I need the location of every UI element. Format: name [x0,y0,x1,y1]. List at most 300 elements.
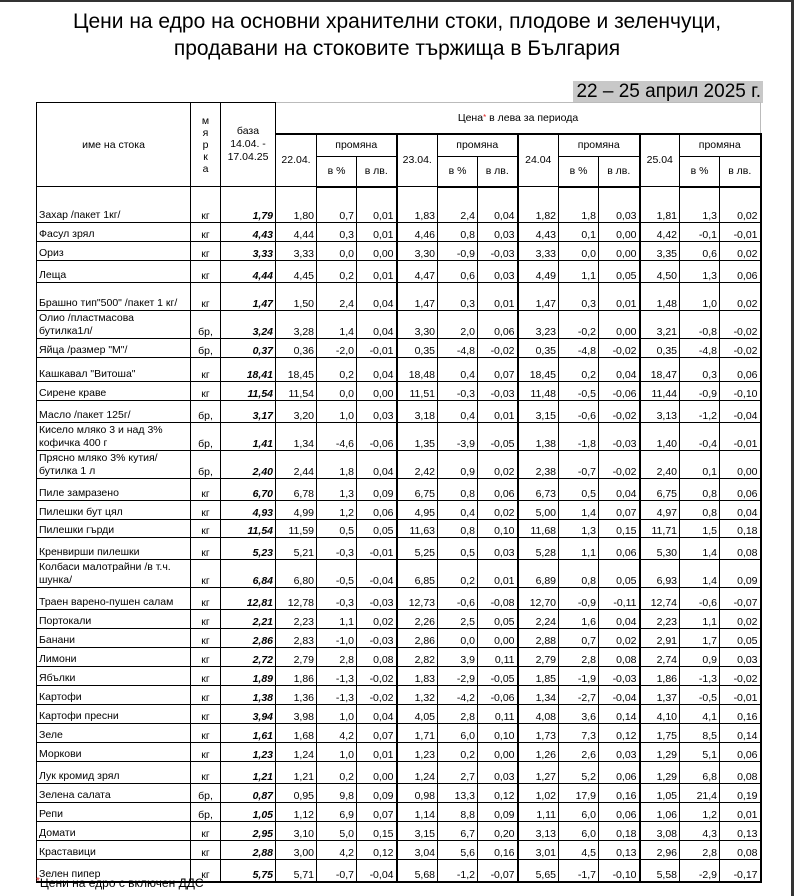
price-cell: 12,74 [640,588,680,610]
change-pct-cell: -2,7 [559,686,599,705]
change-pct-cell: -0,3 [317,588,357,610]
product-name: Лимони [37,648,191,667]
unit-cell: кг [191,501,221,520]
change-pct-cell: 0,0 [317,242,357,261]
change-lv-cell: 0,00 [599,223,640,242]
price-cell: 1,47 [518,283,559,311]
change-pct-cell: 0,1 [559,223,599,242]
change-lv-cell: 0,03 [478,261,518,283]
header-change-1: промяна [317,134,397,157]
price-cell: 1,23 [397,743,438,762]
change-pct-cell: -0,1 [680,223,720,242]
unit-cell: кг [191,724,221,743]
change-lv-cell: 0,04 [478,187,518,223]
change-lv-cell: -0,03 [478,382,518,401]
product-name: Ябълки [37,667,191,686]
change-lv-cell: 0,03 [599,743,640,762]
table-row [37,311,761,339]
footnote-text: Цени на едро с включен ДДС [39,876,204,890]
change-pct-cell: 1,4 [680,538,720,560]
change-pct-cell: -1,3 [317,667,357,686]
change-lv-cell: 0,00 [599,311,640,339]
change-lv-cell: 0,15 [357,822,397,841]
unit-cell: кг [191,382,221,401]
price-cell: 3,28 [276,311,317,339]
change-lv-cell: 0,05 [720,629,761,648]
change-lv-cell: -0,04 [357,860,397,882]
unit-cell: кг [191,841,221,860]
change-lv-cell: 0,06 [478,479,518,501]
change-pct-cell: 0,9 [680,648,720,667]
change-pct-cell: 0,3 [317,223,357,242]
change-lv-cell: 0,00 [357,242,397,261]
price-cell: 18,48 [397,358,438,382]
change-lv-cell: 0,02 [720,242,761,261]
table-row [37,648,761,667]
change-lv-cell: -0,06 [478,686,518,705]
change-lv-cell: 0,10 [478,520,518,538]
price-cell: 3,13 [640,401,680,423]
price-cell: 1,50 [276,283,317,311]
change-lv-cell: 0,08 [720,762,761,784]
price-cell: 0,35 [518,339,559,358]
table-row [37,784,761,803]
change-pct-cell: 6,0 [438,724,478,743]
unit-cell: бр, [191,339,221,358]
price-cell: 1,32 [397,686,438,705]
change-lv-cell: 0,05 [599,560,640,588]
header-base-line: 14.04. - [230,138,266,150]
price-cell: 1,83 [397,667,438,686]
price-cell: 1,47 [397,283,438,311]
price-cell: 2,42 [397,451,438,479]
base-price: 3,94 [221,705,276,724]
table-body [37,187,761,882]
change-lv-cell: -0,05 [478,423,518,451]
header-date-3: 24.04 [518,134,559,187]
price-cell: 4,43 [518,223,559,242]
price-cell: 0,35 [397,339,438,358]
base-price: 2,95 [221,822,276,841]
window-top-border [0,0,794,2]
change-lv-cell: 0,03 [720,648,761,667]
product-name: Захар /пакет 1кг/ [37,187,191,223]
unit-cell: кг [191,187,221,223]
change-lv-cell: 0,02 [599,629,640,648]
product-name: Репи [37,803,191,822]
change-lv-cell: 0,05 [478,610,518,629]
change-pct-cell: 1,5 [680,520,720,538]
table-row [37,187,761,223]
product-name: Прясно мляко 3% кутия/бутилка 1 л [37,451,191,479]
change-lv-cell: -0,05 [478,667,518,686]
price-cell: 11,48 [518,382,559,401]
change-lv-cell: 0,09 [357,479,397,501]
base-price: 6,70 [221,479,276,501]
change-lv-cell: -0,10 [599,860,640,882]
change-pct-cell: 1,6 [559,610,599,629]
change-pct-cell: -0,8 [680,311,720,339]
change-lv-cell: 0,07 [357,724,397,743]
page-title [0,8,794,62]
change-lv-cell: 0,04 [357,451,397,479]
unit-cell: кг [191,560,221,588]
change-lv-cell: 0,04 [599,610,640,629]
change-lv-cell: 0,06 [599,803,640,822]
change-lv-cell: 0,00 [599,242,640,261]
change-lv-cell: -0,11 [599,588,640,610]
change-lv-cell: 0,04 [599,479,640,501]
change-lv-cell: 0,02 [720,187,761,223]
change-pct-cell: 0,3 [559,283,599,311]
change-pct-cell: 0,3 [438,283,478,311]
header-unit-letter: я [202,126,209,139]
change-lv-cell: -0,02 [720,667,761,686]
base-price: 0,87 [221,784,276,803]
price-cell: 11,51 [397,382,438,401]
product-name: Моркови [37,743,191,762]
price-cell: 1,26 [518,743,559,762]
change-lv-cell: -0,01 [720,223,761,242]
price-cell: 3,33 [518,242,559,261]
price-cell: 1,36 [276,686,317,705]
change-pct-cell: -4,8 [438,339,478,358]
price-cell: 2,44 [276,451,317,479]
price-cell: 6,85 [397,560,438,588]
change-pct-cell: 0,4 [438,358,478,382]
change-pct-cell: 2,8 [317,648,357,667]
change-lv-cell: 0,14 [720,724,761,743]
price-cell: 1,38 [518,423,559,451]
change-pct-cell: -4,6 [317,423,357,451]
change-pct-cell: 0,6 [438,261,478,283]
change-lv-cell: -0,03 [599,667,640,686]
price-cell: 2,91 [640,629,680,648]
change-pct-cell: 3,6 [559,705,599,724]
base-price: 1,38 [221,686,276,705]
change-lv-cell: 0,09 [478,803,518,822]
base-price: 4,93 [221,501,276,520]
change-lv-cell: -0,04 [357,560,397,588]
unit-cell: кг [191,479,221,501]
change-pct-cell: -0,6 [680,588,720,610]
price-cell: 1,34 [518,686,559,705]
price-cell: 1,68 [276,724,317,743]
base-price: 5,23 [221,538,276,560]
product-name: Картофи пресни [37,705,191,724]
price-cell: 11,44 [640,382,680,401]
price-cell: 0,35 [640,339,680,358]
price-cell: 11,59 [276,520,317,538]
change-lv-cell: -0,17 [720,860,761,882]
header-change-4: промяна [680,134,761,157]
price-cell: 2,74 [640,648,680,667]
change-pct-cell: 1,1 [559,538,599,560]
change-lv-cell: 0,06 [720,743,761,762]
change-lv-cell: -0,07 [478,860,518,882]
change-pct-cell: -0,6 [438,588,478,610]
price-cell: 18,47 [640,358,680,382]
table-row [37,629,761,648]
change-lv-cell: 0,04 [357,311,397,339]
price-cell: 4,97 [640,501,680,520]
table-row [37,242,761,261]
header-pct: в % [438,157,478,187]
change-pct-cell: 0,2 [438,743,478,762]
change-pct-cell: 17,9 [559,784,599,803]
price-cell: 6,78 [276,479,317,501]
price-cell: 1,02 [518,784,559,803]
change-pct-cell: 0,8 [680,501,720,520]
unit-cell: кг [191,520,221,538]
change-pct-cell: 1,0 [317,743,357,762]
table-row [37,724,761,743]
change-pct-cell: 1,0 [680,283,720,311]
header-lv: в лв. [720,157,761,187]
price-cell: 3,01 [518,841,559,860]
price-cell: 11,71 [640,520,680,538]
change-pct-cell: 0,3 [680,358,720,382]
change-pct-cell: 1,1 [680,610,720,629]
price-cell: 2,88 [518,629,559,648]
unit-cell: кг [191,629,221,648]
change-lv-cell: 0,01 [357,261,397,283]
change-pct-cell: 2,4 [317,283,357,311]
price-cell: 1,86 [276,667,317,686]
change-lv-cell: 0,03 [357,401,397,423]
table-row [37,261,761,283]
change-pct-cell: 8,8 [438,803,478,822]
table-row [37,667,761,686]
change-pct-cell: 6,8 [680,762,720,784]
change-lv-cell: 0,12 [599,724,640,743]
change-pct-cell: -1,7 [559,860,599,882]
price-cell: 3,15 [397,822,438,841]
change-pct-cell: 13,3 [438,784,478,803]
change-lv-cell: 0,06 [357,501,397,520]
change-lv-cell: 0,20 [478,822,518,841]
change-pct-cell: 1,8 [317,451,357,479]
table-row [37,501,761,520]
change-lv-cell: 0,16 [478,841,518,860]
change-lv-cell: 0,07 [357,803,397,822]
change-pct-cell: 5,0 [317,822,357,841]
change-pct-cell: -4,8 [559,339,599,358]
base-price: 4,44 [221,261,276,283]
product-name: Пилешки бут цял [37,501,191,520]
product-name: Брашно тип"500" /пакет 1 кг/ [37,283,191,311]
change-lv-cell: -0,02 [599,401,640,423]
product-name: Кашкавал "Витоша" [37,358,191,382]
header-date-1: 22.04. [276,134,317,187]
change-pct-cell: 2,0 [438,311,478,339]
price-cell: 4,42 [640,223,680,242]
change-pct-cell: 0,6 [680,242,720,261]
change-pct-cell: -0,5 [317,560,357,588]
change-pct-cell: 1,1 [559,261,599,283]
product-name: Масло /пакет 125г/ [37,401,191,423]
table-row [37,283,761,311]
change-lv-cell: 0,08 [720,841,761,860]
change-pct-cell: 6,7 [438,822,478,841]
title-line-2: продавани на стоковите тържища в България [173,37,621,60]
price-cell: 1,82 [518,187,559,223]
change-lv-cell: 0,12 [478,784,518,803]
change-lv-cell: -0,03 [357,588,397,610]
price-cell: 1,35 [397,423,438,451]
change-pct-cell: 5,1 [680,743,720,762]
change-lv-cell: -0,01 [357,538,397,560]
header-lv: в лв. [599,157,640,187]
change-pct-cell: -1,2 [438,860,478,882]
price-cell: 1,06 [640,803,680,822]
product-name: Яйца /размер "М"/ [37,339,191,358]
header-unit [191,103,221,187]
change-pct-cell: 1,2 [317,501,357,520]
price-cell: 3,98 [276,705,317,724]
change-pct-cell: -1,8 [559,423,599,451]
price-cell: 1,40 [640,423,680,451]
change-lv-cell: 0,02 [478,451,518,479]
price-cell: 1,73 [518,724,559,743]
price-cell: 1,71 [397,724,438,743]
change-lv-cell: 0,00 [478,629,518,648]
change-lv-cell: 0,16 [599,784,640,803]
change-lv-cell: 0,02 [357,610,397,629]
table-row [37,822,761,841]
change-pct-cell: -0,9 [680,382,720,401]
change-lv-cell: 0,11 [478,705,518,724]
product-name: Кисело мляко 3 и над 3% кофичка 400 г [37,423,191,451]
table-row [37,803,761,822]
product-name: Кренвирши пилешки [37,538,191,560]
change-pct-cell: 0,5 [317,520,357,538]
price-cell: 4,45 [276,261,317,283]
price-cell: 4,05 [397,705,438,724]
product-name: Ориз [37,242,191,261]
product-name: Картофи [37,686,191,705]
change-lv-cell: 0,06 [720,261,761,283]
change-lv-cell: 0,10 [478,724,518,743]
change-lv-cell: -0,02 [720,311,761,339]
base-price: 2,88 [221,841,276,860]
header-base [221,103,276,187]
change-lv-cell: 0,01 [478,560,518,588]
change-lv-cell: -0,03 [357,629,397,648]
change-pct-cell: 4,3 [680,822,720,841]
base-price: 11,54 [221,520,276,538]
change-lv-cell: 0,01 [478,401,518,423]
header-pct: в % [317,157,357,187]
change-pct-cell: 1,3 [680,187,720,223]
footnote [36,876,204,890]
change-pct-cell: 0,5 [559,479,599,501]
unit-cell: бр, [191,451,221,479]
price-cell: 6,73 [518,479,559,501]
change-pct-cell: 1,8 [559,187,599,223]
change-lv-cell: 0,00 [720,451,761,479]
product-name: Фасул зрял [37,223,191,242]
header-price-label: Цена [457,111,484,124]
base-price: 18,41 [221,358,276,382]
price-cell: 1,81 [640,187,680,223]
unit-cell: кг [191,667,221,686]
header-price-suffix: в лева за периода [486,111,579,124]
change-pct-cell: 0,8 [438,520,478,538]
product-name: Зелен пипер [37,860,191,882]
change-pct-cell: 4,1 [680,705,720,724]
unit-cell: кг [191,588,221,610]
price-cell: 3,13 [518,822,559,841]
price-cell: 3,08 [640,822,680,841]
table-row [37,423,761,451]
base-price: 1,05 [221,803,276,822]
product-name: Траен варено-пушен салам [37,588,191,610]
period-label: 22 – 25 април 2025 г. [573,81,763,103]
change-lv-cell: 0,11 [478,648,518,667]
price-cell: 4,47 [397,261,438,283]
table-row [37,610,761,629]
change-pct-cell: -1,2 [680,401,720,423]
change-pct-cell: -3,9 [438,423,478,451]
change-lv-cell: 0,09 [720,560,761,588]
base-price: 11,54 [221,382,276,401]
header-name: име на стока [37,103,191,187]
change-pct-cell: 4,2 [317,841,357,860]
price-cell: 6,93 [640,560,680,588]
change-lv-cell: 0,00 [357,382,397,401]
change-pct-cell: 0,5 [438,538,478,560]
price-cell: 4,10 [640,705,680,724]
base-price: 1,61 [221,724,276,743]
change-pct-cell: -0,9 [438,242,478,261]
change-lv-cell: 0,07 [599,501,640,520]
product-name: Сирене краве [37,382,191,401]
change-pct-cell: 0,7 [559,629,599,648]
change-pct-cell: 0,8 [438,479,478,501]
change-pct-cell: 0,4 [438,401,478,423]
price-cell: 6,80 [276,560,317,588]
change-lv-cell: 0,15 [599,520,640,538]
change-pct-cell: -0,6 [559,401,599,423]
price-cell: 2,24 [518,610,559,629]
change-pct-cell: 0,8 [680,479,720,501]
change-pct-cell: -4,2 [438,686,478,705]
price-cell: 2,40 [640,451,680,479]
change-lv-cell: 0,03 [478,762,518,784]
header-pct: в % [680,157,720,187]
header-change-3: промяна [559,134,640,157]
product-name: Зелена салата [37,784,191,803]
change-pct-cell: 4,5 [559,841,599,860]
price-cell: 4,46 [397,223,438,242]
price-cell: 12,70 [518,588,559,610]
table-row [37,560,761,588]
price-cell: 1,27 [518,762,559,784]
change-lv-cell: -0,01 [720,686,761,705]
price-cell: 3,21 [640,311,680,339]
change-lv-cell: 0,08 [599,648,640,667]
price-cell: 3,00 [276,841,317,860]
change-pct-cell: 2,8 [438,705,478,724]
change-lv-cell: 0,01 [357,743,397,762]
product-name: Лук кромид зрял [37,762,191,784]
header-pct: в % [559,157,599,187]
change-lv-cell: 0,06 [599,762,640,784]
base-price: 6,84 [221,560,276,588]
change-pct-cell: -1,3 [317,686,357,705]
change-pct-cell: 0,8 [559,560,599,588]
